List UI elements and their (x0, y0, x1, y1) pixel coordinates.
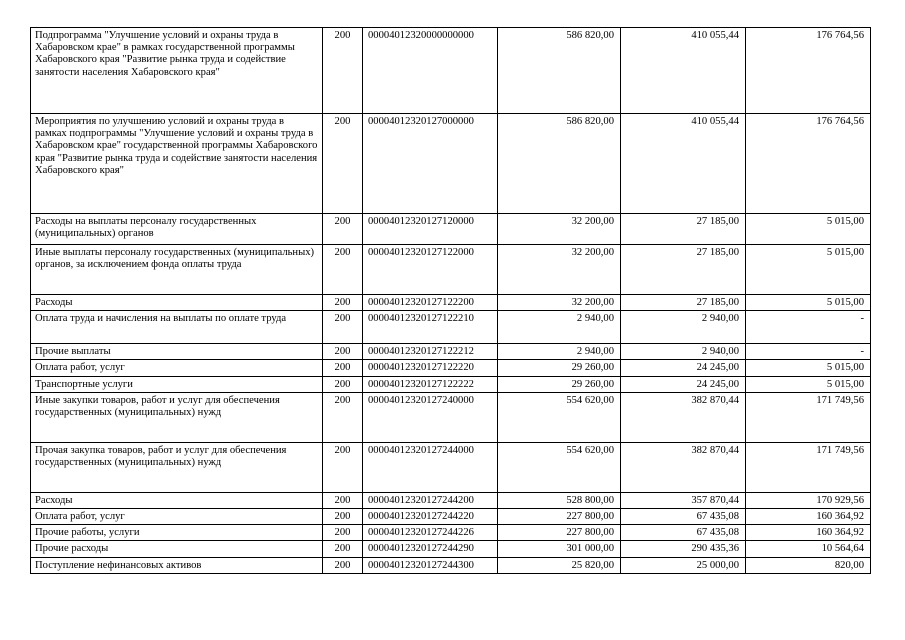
row-kbk-cell: 00004012320127122000 (363, 245, 498, 295)
row-approved-cell: 25 820,00 (498, 557, 621, 573)
row-unexecuted-cell: 5 015,00 (746, 214, 871, 245)
row-code-cell: 200 (323, 295, 363, 311)
row-executed-cell: 24 245,00 (621, 360, 746, 376)
row-executed-cell: 67 435,08 (621, 509, 746, 525)
row-unexecuted-cell: 171 749,56 (746, 442, 871, 492)
row-code-cell: 200 (323, 392, 363, 442)
table-row (31, 360, 871, 376)
table-row (31, 311, 871, 344)
row-executed-cell: 2 940,00 (621, 344, 746, 360)
row-kbk-cell: 00004012320127122222 (363, 376, 498, 392)
row-kbk-cell: 00004012320127122212 (363, 344, 498, 360)
row-name-cell: Иные выплаты персоналу государственных (муниципальных) органов, за исключением фонда оплаты труда (31, 245, 323, 295)
row-approved-cell: 227 800,00 (498, 525, 621, 541)
table-row (31, 557, 871, 573)
budget-execution-table (30, 27, 871, 574)
table-row (31, 525, 871, 541)
row-unexecuted-cell: 10 564,64 (746, 541, 871, 557)
row-executed-cell: 410 055,44 (621, 114, 746, 214)
row-code-cell: 200 (323, 376, 363, 392)
row-code-cell: 200 (323, 492, 363, 508)
row-approved-cell: 29 260,00 (498, 376, 621, 392)
row-name-cell: Мероприятия по улучшению условий и охраны труда в рамках подпрограммы "Улучшение условий и охраны труда в Хабаровском крае" государственной программы Хабаровского края "Развитие рынка труда и содействие занятости населения Хабаровского края" (31, 114, 323, 214)
row-kbk-cell: 00004012320127244000 (363, 442, 498, 492)
row-unexecuted-cell: 176 764,56 (746, 114, 871, 214)
row-executed-cell: 410 055,44 (621, 28, 746, 114)
row-kbk-cell: 00004012320127244220 (363, 509, 498, 525)
row-approved-cell: 554 620,00 (498, 442, 621, 492)
row-executed-cell: 27 185,00 (621, 295, 746, 311)
row-kbk-cell: 00004012320127120000 (363, 214, 498, 245)
row-code-cell: 200 (323, 442, 363, 492)
row-kbk-cell: 00004012320127122220 (363, 360, 498, 376)
row-approved-cell: 2 940,00 (498, 311, 621, 344)
row-unexecuted-cell: 5 015,00 (746, 245, 871, 295)
row-approved-cell: 227 800,00 (498, 509, 621, 525)
row-approved-cell: 32 200,00 (498, 295, 621, 311)
table-row (31, 114, 871, 214)
row-name-cell: Оплата работ, услуг (31, 360, 323, 376)
table-row (31, 541, 871, 557)
row-approved-cell: 32 200,00 (498, 214, 621, 245)
row-unexecuted-cell: 170 929,56 (746, 492, 871, 508)
row-name-cell: Расходы (31, 295, 323, 311)
row-approved-cell: 586 820,00 (498, 114, 621, 214)
row-name-cell: Транспортные услуги (31, 376, 323, 392)
row-executed-cell: 357 870,44 (621, 492, 746, 508)
row-kbk-cell: 00004012320127244300 (363, 557, 498, 573)
table-row (31, 392, 871, 442)
row-code-cell: 200 (323, 28, 363, 114)
row-code-cell: 200 (323, 360, 363, 376)
row-kbk-cell: 00004012320000000000 (363, 28, 498, 114)
row-unexecuted-cell: 5 015,00 (746, 376, 871, 392)
row-code-cell: 200 (323, 525, 363, 541)
table-row (31, 295, 871, 311)
row-kbk-cell: 00004012320127244290 (363, 541, 498, 557)
table-row (31, 28, 871, 114)
row-unexecuted-cell: 5 015,00 (746, 360, 871, 376)
row-unexecuted-cell: 160 364,92 (746, 525, 871, 541)
row-code-cell: 200 (323, 311, 363, 344)
row-executed-cell: 2 940,00 (621, 311, 746, 344)
table-row (31, 214, 871, 245)
table-row (31, 492, 871, 508)
row-executed-cell: 24 245,00 (621, 376, 746, 392)
row-name-cell: Иные закупки товаров, работ и услуг для обеспечения государственных (муниципальных) нужд (31, 392, 323, 442)
table-row (31, 509, 871, 525)
row-code-cell: 200 (323, 245, 363, 295)
row-executed-cell: 382 870,44 (621, 442, 746, 492)
row-kbk-cell: 00004012320127122200 (363, 295, 498, 311)
row-kbk-cell: 00004012320127244226 (363, 525, 498, 541)
row-name-cell: Оплата работ, услуг (31, 509, 323, 525)
table-row (31, 245, 871, 295)
row-unexecuted-cell: 820,00 (746, 557, 871, 573)
row-unexecuted-cell: 160 364,92 (746, 509, 871, 525)
row-name-cell: Подпрограмма "Улучшение условий и охраны труда в Хабаровском крае" в рамках государственной программы Хабаровского края "Развитие рынка труда и содействие занятости населения Хабаровского края" (31, 28, 323, 114)
row-code-cell: 200 (323, 214, 363, 245)
row-executed-cell: 290 435,36 (621, 541, 746, 557)
row-code-cell: 200 (323, 509, 363, 525)
row-name-cell: Прочая закупка товаров, работ и услуг для обеспечения государственных (муниципальных) нужд (31, 442, 323, 492)
row-name-cell: Оплата труда и начисления на выплаты по оплате труда (31, 311, 323, 344)
row-code-cell: 200 (323, 557, 363, 573)
row-name-cell: Расходы (31, 492, 323, 508)
row-approved-cell: 301 000,00 (498, 541, 621, 557)
row-unexecuted-cell: 176 764,56 (746, 28, 871, 114)
row-executed-cell: 27 185,00 (621, 214, 746, 245)
row-name-cell: Прочие выплаты (31, 344, 323, 360)
row-name-cell: Поступление нефинансовых активов (31, 557, 323, 573)
row-approved-cell: 586 820,00 (498, 28, 621, 114)
row-code-cell: 200 (323, 541, 363, 557)
row-approved-cell: 554 620,00 (498, 392, 621, 442)
row-executed-cell: 25 000,00 (621, 557, 746, 573)
row-unexecuted-cell: - (746, 311, 871, 344)
table-row (31, 344, 871, 360)
table-row (31, 442, 871, 492)
row-kbk-cell: 00004012320127122210 (363, 311, 498, 344)
row-unexecuted-cell: 171 749,56 (746, 392, 871, 442)
row-code-cell: 200 (323, 344, 363, 360)
table-row (31, 376, 871, 392)
row-kbk-cell: 00004012320127240000 (363, 392, 498, 442)
row-code-cell: 200 (323, 114, 363, 214)
row-executed-cell: 27 185,00 (621, 245, 746, 295)
row-executed-cell: 67 435,08 (621, 525, 746, 541)
row-approved-cell: 2 940,00 (498, 344, 621, 360)
row-approved-cell: 32 200,00 (498, 245, 621, 295)
row-executed-cell: 382 870,44 (621, 392, 746, 442)
row-unexecuted-cell: 5 015,00 (746, 295, 871, 311)
row-name-cell: Прочие расходы (31, 541, 323, 557)
row-name-cell: Прочие работы, услуги (31, 525, 323, 541)
row-unexecuted-cell: - (746, 344, 871, 360)
row-approved-cell: 528 800,00 (498, 492, 621, 508)
row-kbk-cell: 00004012320127244200 (363, 492, 498, 508)
row-approved-cell: 29 260,00 (498, 360, 621, 376)
row-name-cell: Расходы на выплаты персоналу государственных (муниципальных) органов (31, 214, 323, 245)
table-body (31, 28, 871, 574)
row-kbk-cell: 00004012320127000000 (363, 114, 498, 214)
